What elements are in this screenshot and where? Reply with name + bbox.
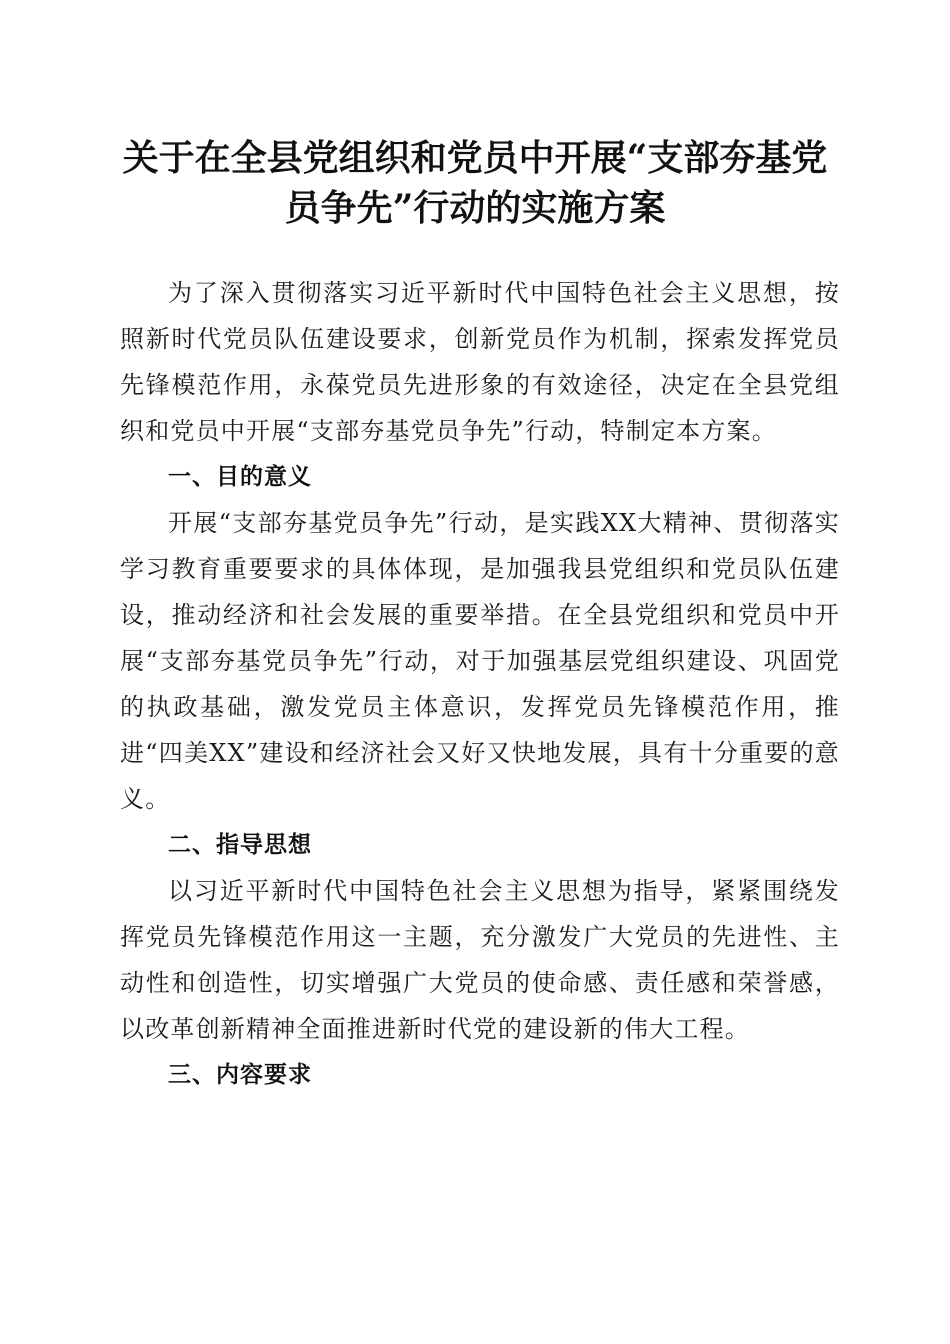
section-heading-3: 三、内容要求 (168, 1062, 312, 1088)
title-line-2: 员争先”行动的实施方案 (284, 187, 666, 229)
document-body (120, 270, 840, 1098)
section-heading-1: 一、目的意义 (168, 464, 312, 490)
section-2-paragraph: 以习近平新时代中国特色社会主义思想为指导，紧紧围绕发挥党员先锋模范作用这一主题，充分激发广大党员的先进性、主动性和创造性，切实增强广大党员的使命感、责任感和荣誉感，以改革创新精神全面推进新时代党的建设新的伟大工程。 (120, 877, 840, 1043)
document-title (110, 133, 840, 233)
intro-paragraph: 为了深入贯彻落实习近平新时代中国特色社会主义思想，按照新时代党员队伍建设要求，创新党员作为机制，探索发挥党员先锋模范作用，永葆党员先进形象的有效途径，决定在全县党组织和党员中开展“支部夯基党员争先”行动，特制定本方案。 (120, 279, 840, 445)
title-line-1: 关于在全县党组织和党员中开展“支部夯基党 (122, 137, 828, 179)
section-1-paragraph: 开展“支部夯基党员争先”行动，是实践XX大精神、贯彻落实学习教育重要要求的具体体现，是加强我县党组织和党员队伍建设，推动经济和社会发展的重要举措。在全县党组织和党员中开展“支部夯基党员争先”行动，对于加强基层党组织建设、巩固党的执政基础，激发党员主体意识，发挥党员先锋模范作用，推进“四美XX”建设和经济社会又好又快地发展，具有十分重要的意义。 (120, 509, 840, 813)
section-heading-2: 二、指导思想 (168, 832, 312, 858)
